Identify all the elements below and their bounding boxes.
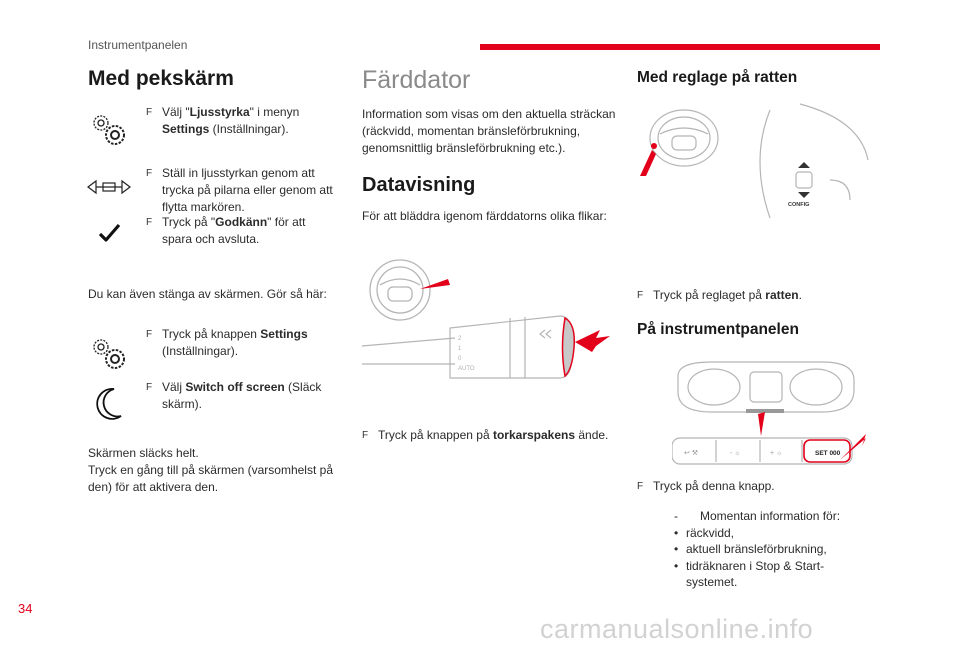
paragraph-switch-off: Du kan även stänga av skärmen. Gör så här:	[88, 287, 327, 301]
list-item: • tidräknaren i Stop & Start-systemet.	[674, 558, 825, 589]
steering-wheel-thumb	[636, 106, 726, 183]
svg-text:- ☼: - ☼	[730, 450, 741, 457]
bullet-confirm: F Tryck på "Godkänn" för att spara och avsluta.	[146, 215, 306, 246]
check-icon	[98, 223, 122, 243]
settings-gears-icon	[86, 110, 130, 150]
paragraph-trip-info: Information som visas om den aktuella sträckan (räckvidd, momentan bränsleförbrukning, genomsnittlig bränsleförbrukning etc.).	[362, 107, 616, 155]
info-list	[674, 508, 874, 591]
bullet-adjust: F Ställ in ljusstyrkan genom att trycka på pilarna eller genom att flytta markören.	[146, 166, 333, 214]
watermark: carmanualsonline.info	[540, 614, 814, 644]
instrument-panel-image	[672, 356, 867, 475]
moon-icon	[92, 386, 124, 422]
svg-text:↩ ⚒: ↩ ⚒	[684, 450, 699, 457]
config-label: CONFIG	[788, 202, 810, 208]
bullet-steering: F Tryck på reglaget på ratten.	[637, 288, 802, 302]
bullet-press-button: F Tryck på denna knapp.	[637, 479, 775, 493]
heading-data-display: Datavisning	[362, 174, 476, 196]
paragraph-outro: Skärmen släcks helt. Tryck en gång till på skärmen (varsomhelst på den) för att aktivera den.	[88, 446, 333, 494]
arrows-left-right-icon	[86, 178, 132, 196]
page-number: 34	[18, 601, 33, 616]
bullet-wiper-button: F Tryck på knappen på torkarspakens ände.	[362, 428, 609, 442]
stalk-label-0: 0	[458, 356, 462, 362]
wiper-stalk-image	[360, 308, 610, 393]
bullet-brightness: F Välj "Ljusstyrka" i menyn Settings (Inställningar).	[146, 105, 300, 136]
bullet-switch-off: F Välj Switch off screen (Släck skärm).	[146, 380, 322, 411]
bullet-settings: F Tryck på knappen Settings (Inställningar).	[146, 327, 308, 358]
list-item: • räckvidd,	[674, 525, 735, 540]
heading-steering-controls: Med reglage på ratten	[637, 69, 798, 86]
stalk-label-auto: AUTO	[458, 366, 475, 372]
svg-text:+ ☼: + ☼	[770, 450, 783, 457]
stalk-label-1: 1	[458, 346, 462, 352]
heading-touchscreen: Med pekskärm	[88, 67, 234, 90]
section-label: Instrumentpanelen	[88, 38, 188, 52]
list-intro: - Momentan information för:	[674, 509, 841, 523]
settings-gears-icon	[86, 334, 130, 374]
stalk-label-2: 2	[458, 336, 462, 342]
bullet-mark: F	[146, 107, 153, 118]
heading-instrument-panel: På instrumentpanelen	[637, 321, 799, 338]
config-control-image	[740, 100, 870, 225]
paragraph-browse: För att bläddra igenom färddatorns olika flikar:	[362, 209, 607, 223]
heading-trip-computer: Färddator	[362, 66, 471, 94]
header-accent-bar	[480, 44, 880, 50]
set-label: SET 000	[815, 450, 841, 457]
list-item: • aktuell bränsleförbrukning,	[674, 542, 827, 556]
